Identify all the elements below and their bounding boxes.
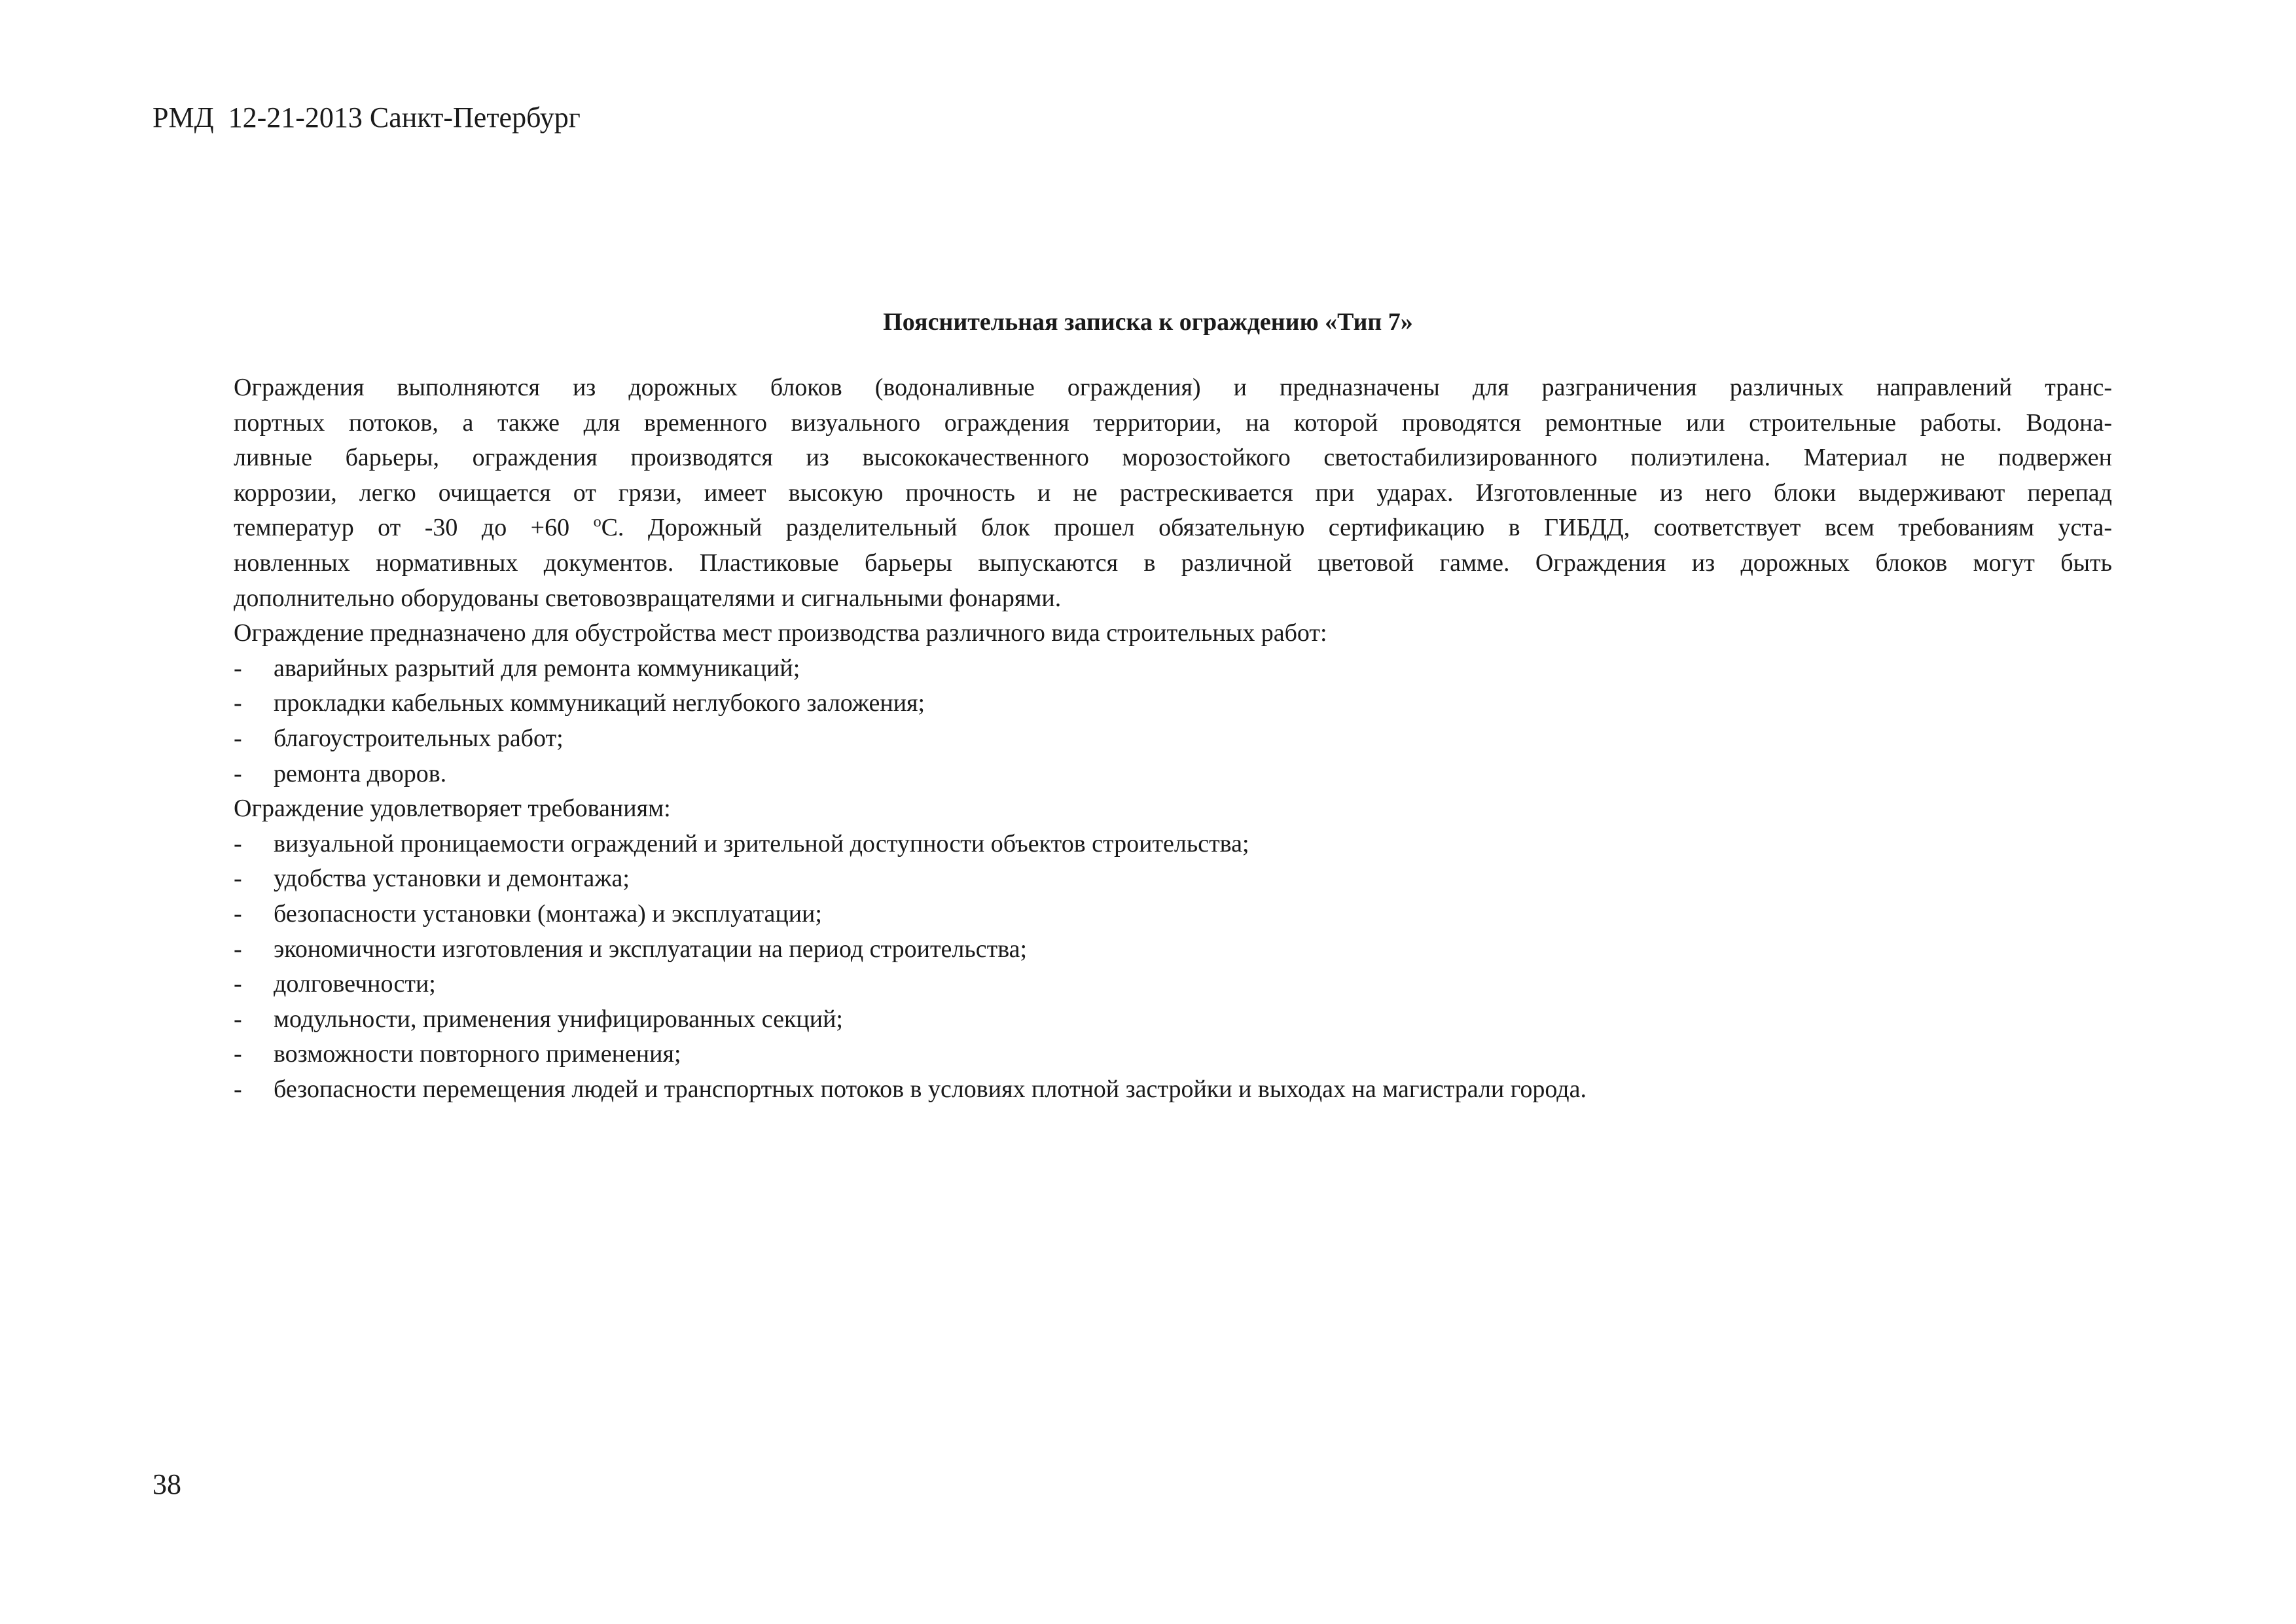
list-item-text: экономичности изготовления и эксплуатации на период строительства; (274, 935, 1028, 963)
requirements-list (155, 827, 2112, 1108)
list-item (155, 686, 2112, 721)
purpose-lead: Ограждение предназначено для обустройства мест производства различного вида строительных работ: (234, 619, 1327, 647)
document-number: 12-21-2013 Санкт-Петербург (228, 101, 581, 134)
temperature-text-rest: С. Дорожный разделительный блок прошел обязательную сертификацию в ГИБДД, соответствует всем требованиям уста- (601, 514, 2112, 542)
list-item-text: безопасности установки (монтажа) и эксплуатации; (274, 899, 822, 928)
list-item-text: модульности, применения унифицированных секций; (274, 1005, 843, 1033)
temperature-text: температур от -30 до +60 (234, 514, 594, 542)
list-item-text: визуальной проницаемости ограждений и зрительной доступности объектов строительства; (274, 829, 1249, 857)
purpose-list (155, 651, 2112, 791)
list-item-text: прокладки кабельных коммуникаций неглубокого заложения; (274, 689, 925, 717)
intro-line: дополнительно оборудованы световозвращателями и сигнальными фонарями. (234, 584, 1062, 612)
list-item-text: возможности повторного применения; (274, 1040, 681, 1068)
document-header (152, 99, 581, 136)
bullet-dash: - (234, 1005, 242, 1033)
list-item-text: аварийных разрытий для ремонта коммуникаций; (274, 654, 800, 682)
intro-line: портных потоков, а также для временного визуального ограждения территории, на которой проводятся ремонтные или строительные работы. Водона- (234, 408, 2112, 437)
list-item (155, 861, 2112, 897)
bullet-dash: - (234, 1075, 242, 1103)
bullet-dash: - (234, 935, 242, 963)
bullet-dash: - (234, 1040, 242, 1068)
list-item (155, 827, 2112, 862)
list-item (155, 967, 2112, 1002)
bullet-dash: - (234, 829, 242, 857)
intro-line: Ограждения выполняются из дорожных блоков (водоналивные ограждения) и предназначены для разграничения различных направлений транс- (234, 374, 2112, 401)
list-item-text: ремонта дворов. (274, 759, 447, 787)
intro-line: новленных нормативных документов. Пластиковые барьеры выпускаются в различной цветовой гамме. Ограждения из дорожных блоков могут быть (234, 549, 2112, 577)
list-item-text: долговечности; (274, 970, 436, 998)
page-number: 38 (152, 1468, 181, 1500)
list-item (155, 651, 2112, 687)
bullet-dash: - (234, 865, 242, 893)
bullet-dash: - (234, 654, 242, 682)
list-item (155, 1037, 2112, 1072)
bullet-dash: - (234, 724, 242, 752)
list-item-text: удобства установки и демонтажа; (274, 865, 630, 893)
list-item (155, 1072, 2112, 1108)
list-item (155, 932, 2112, 967)
bullet-dash: - (234, 899, 242, 928)
document-code: РМД (152, 101, 214, 134)
list-item (155, 721, 2112, 757)
intro-line: коррозии, легко очищается от грязи, имеет высокую прочность и не растрескивается при ударах. Изготовленные из него блоки выдерживают перепад (234, 478, 2112, 507)
degree-sign: o (593, 513, 601, 531)
bullet-dash: - (234, 759, 242, 787)
intro-line-temperature (155, 511, 2112, 546)
intro-line: ливные барьеры, ограждения производятся из высококачественного морозостойкого светостабилизированного полиэтилена. Материал не подвержен (234, 444, 2112, 472)
list-item-text: безопасности перемещения людей и транспортных потоков в условиях плотной застройки и выходах на магистрали города. (274, 1075, 1587, 1103)
bullet-dash: - (234, 970, 242, 998)
intro-paragraph (155, 370, 2112, 616)
list-item (155, 897, 2112, 932)
requirements-lead: Ограждение удовлетворяет требованиям: (234, 795, 671, 823)
page-title: Пояснительная записка к ограждению «Тип 7» (883, 308, 1413, 336)
list-item-text: благоустроительных работ; (274, 724, 564, 752)
document-body (155, 370, 2112, 1107)
list-item (155, 1002, 2112, 1038)
bullet-dash: - (234, 689, 242, 717)
list-item (155, 757, 2112, 792)
